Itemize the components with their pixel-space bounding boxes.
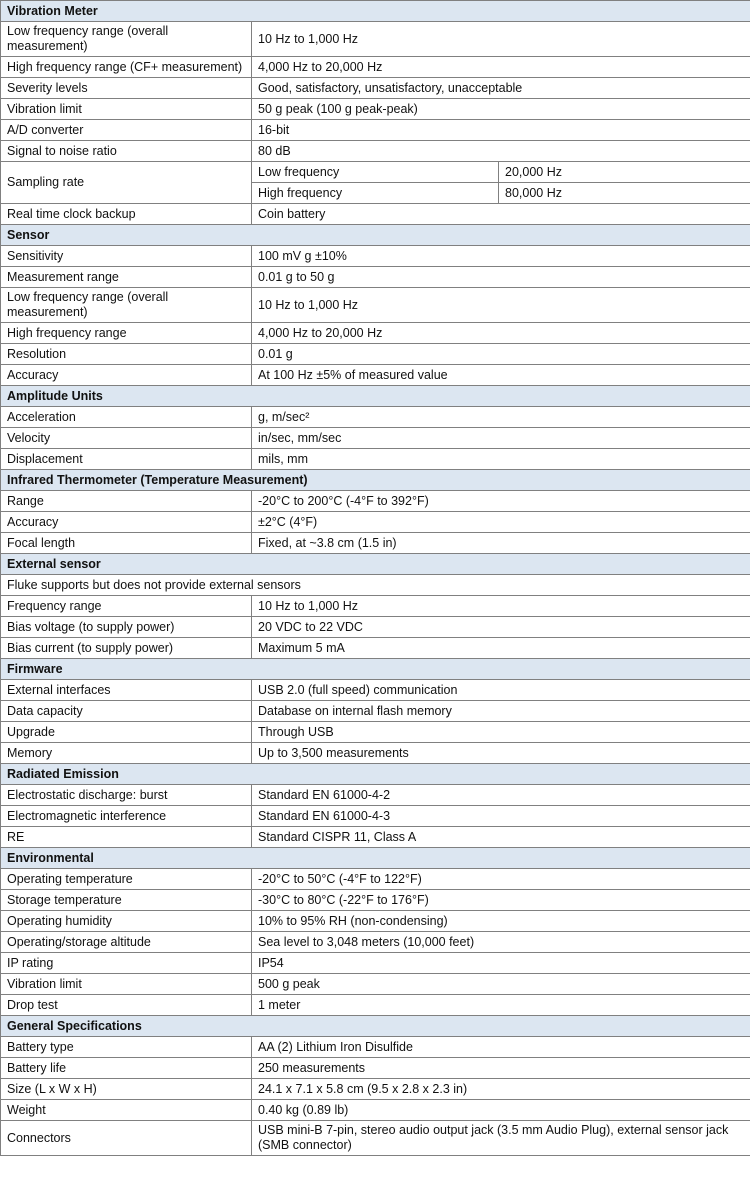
spec-label: Vibration limit: [1, 99, 252, 120]
spec-label: External interfaces: [1, 680, 252, 701]
section-title: Infrared Thermometer (Temperature Measurement): [1, 470, 750, 491]
spec-label: Accuracy: [1, 512, 252, 533]
spec-label: Operating temperature: [1, 869, 252, 890]
spec-label: Focal length: [1, 533, 252, 554]
spec-value: Database on internal flash memory: [252, 701, 750, 722]
spec-value: Coin battery: [252, 204, 750, 225]
spec-label: Resolution: [1, 344, 252, 365]
section-title: General Specifications: [1, 1016, 750, 1037]
spec-label: Connectors: [1, 1121, 252, 1156]
spec-label: Weight: [1, 1100, 252, 1121]
spec-value: Fixed, at ~3.8 cm (1.5 in): [252, 533, 750, 554]
spec-label: Acceleration: [1, 407, 252, 428]
spec-value: Maximum 5 mA: [252, 638, 750, 659]
spec-label: Bias voltage (to supply power): [1, 617, 252, 638]
spec-label: Displacement: [1, 449, 252, 470]
spec-label: Low frequency range (overall measurement): [1, 22, 252, 57]
spec-sublabel: Low frequency: [252, 162, 499, 183]
spec-label: Bias current (to supply power): [1, 638, 252, 659]
spec-label: Operating humidity: [1, 911, 252, 932]
spec-value: -20°C to 50°C (-4°F to 122°F): [252, 869, 750, 890]
spec-label: Real time clock backup: [1, 204, 252, 225]
section-note: Fluke supports but does not provide external sensors: [1, 575, 750, 596]
spec-value: -30°C to 80°C (-22°F to 176°F): [252, 890, 750, 911]
section-title: Vibration Meter: [1, 1, 750, 22]
spec-label: Memory: [1, 743, 252, 764]
spec-label: Vibration limit: [1, 974, 252, 995]
spec-label: Storage temperature: [1, 890, 252, 911]
spec-value: Standard CISPR 11, Class A: [252, 827, 750, 848]
section-title: Radiated Emission: [1, 764, 750, 785]
spec-value: 80 dB: [252, 141, 750, 162]
spec-value: Standard EN 61000-4-3: [252, 806, 750, 827]
spec-value: 16-bit: [252, 120, 750, 141]
spec-value: in/sec, mm/sec: [252, 428, 750, 449]
spec-value: 1 meter: [252, 995, 750, 1016]
spec-label: Operating/storage altitude: [1, 932, 252, 953]
section-title: Environmental: [1, 848, 750, 869]
spec-value: 10% to 95% RH (non-condensing): [252, 911, 750, 932]
spec-value: AA (2) Lithium Iron Disulfide: [252, 1037, 750, 1058]
spec-label: Signal to noise ratio: [1, 141, 252, 162]
section-title: External sensor: [1, 554, 750, 575]
spec-value: 20 VDC to 22 VDC: [252, 617, 750, 638]
spec-value: 4,000 Hz to 20,000 Hz: [252, 323, 750, 344]
spec-label: A/D converter: [1, 120, 252, 141]
spec-label: Frequency range: [1, 596, 252, 617]
spec-value: 10 Hz to 1,000 Hz: [252, 288, 750, 323]
section-title: Amplitude Units: [1, 386, 750, 407]
spec-value: -20°C to 200°C (-4°F to 392°F): [252, 491, 750, 512]
spec-value: g, m/sec²: [252, 407, 750, 428]
spec-label: Accuracy: [1, 365, 252, 386]
spec-value: Through USB: [252, 722, 750, 743]
spec-value: 0.40 kg (0.89 lb): [252, 1100, 750, 1121]
spec-label: Electromagnetic interference: [1, 806, 252, 827]
spec-value: 20,000 Hz: [499, 162, 750, 183]
spec-value: Sea level to 3,048 meters (10,000 feet): [252, 932, 750, 953]
spec-value: 0.01 g: [252, 344, 750, 365]
spec-label: Drop test: [1, 995, 252, 1016]
spec-label: Severity levels: [1, 78, 252, 99]
spec-label: Battery type: [1, 1037, 252, 1058]
spec-value: 100 mV g ±10%: [252, 246, 750, 267]
spec-label: Data capacity: [1, 701, 252, 722]
spec-label: Sensitivity: [1, 246, 252, 267]
spec-label: Range: [1, 491, 252, 512]
spec-value: mils, mm: [252, 449, 750, 470]
spec-label: Sampling rate: [1, 162, 252, 204]
spec-label: High frequency range: [1, 323, 252, 344]
spec-label: Velocity: [1, 428, 252, 449]
spec-value: ±2°C (4°F): [252, 512, 750, 533]
spec-value: 50 g peak (100 g peak-peak): [252, 99, 750, 120]
spec-label: Battery life: [1, 1058, 252, 1079]
section-title: Firmware: [1, 659, 750, 680]
spec-value: Good, satisfactory, unsatisfactory, unacceptable: [252, 78, 750, 99]
spec-sublabel: High frequency: [252, 183, 499, 204]
spec-value: 80,000 Hz: [499, 183, 750, 204]
spec-label: Upgrade: [1, 722, 252, 743]
spec-label: IP rating: [1, 953, 252, 974]
spec-label: High frequency range (CF+ measurement): [1, 57, 252, 78]
spec-value: USB 2.0 (full speed) communication: [252, 680, 750, 701]
spec-value: Standard EN 61000-4-2: [252, 785, 750, 806]
section-title: Sensor: [1, 225, 750, 246]
spec-value: 4,000 Hz to 20,000 Hz: [252, 57, 750, 78]
spec-label: Size (L x W x H): [1, 1079, 252, 1100]
spec-value: 10 Hz to 1,000 Hz: [252, 22, 750, 57]
spec-value: At 100 Hz ±5% of measured value: [252, 365, 750, 386]
spec-label: RE: [1, 827, 252, 848]
spec-value: 24.1 x 7.1 x 5.8 cm (9.5 x 2.8 x 2.3 in): [252, 1079, 750, 1100]
spec-label: Electrostatic discharge: burst: [1, 785, 252, 806]
spec-value: 0.01 g to 50 g: [252, 267, 750, 288]
spec-label: Low frequency range (overall measurement): [1, 288, 252, 323]
spec-value: IP54: [252, 953, 750, 974]
spec-value: 500 g peak: [252, 974, 750, 995]
spec-value: 250 measurements: [252, 1058, 750, 1079]
spec-value: Up to 3,500 measurements: [252, 743, 750, 764]
spec-value: 10 Hz to 1,000 Hz: [252, 596, 750, 617]
spec-value: USB mini-B 7-pin, stereo audio output jack (3.5 mm Audio Plug), external sensor jack (SMB connector): [252, 1121, 750, 1156]
spec-label: Measurement range: [1, 267, 252, 288]
